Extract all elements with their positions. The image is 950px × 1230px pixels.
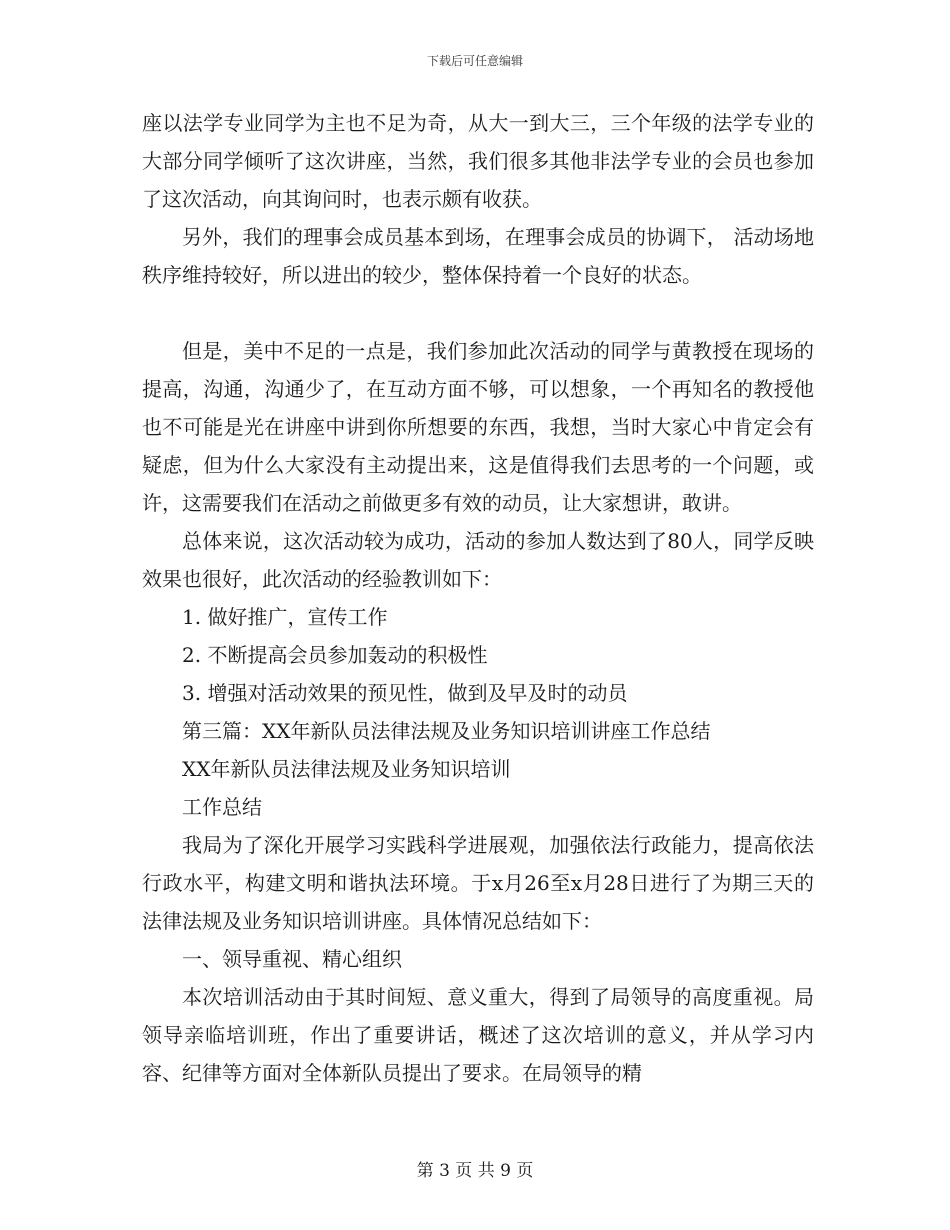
paragraph-training: 本次培训活动由于其时间短、意义重大，得到了局领导的高度重视。局领导亲临培训班，作出了重要讲话，概述了这次培训的意义，并从学习内容、纪律等方面对全体新队员提出了要求。在局领导的精 (142, 985, 814, 1085)
list-item-3: 3. 增强对活动效果的预见性，做到及早及时的动员 (182, 681, 628, 705)
paragraph-intro: 我局为了深化开展学习实践科学进展观，加强依法行政能力，提高依法行政水平，构建文明和谐执法环境。于x月26至x月28日进行了为期三天的法律法规及业务知识培训讲座。具体情况总结如下： (142, 833, 814, 933)
list-item-2: 2. 不断提高会员参加轰动的积极性 (182, 643, 488, 667)
document-body (142, 104, 814, 1092)
paragraph-council: 另外，我们的理事会成员基本到场，在理事会成员的协调下， 活动场地秩序维持较好，所以进出的较少，整体保持着一个良好的状态。 (142, 225, 814, 287)
subtitle-line-2: 工作总结 (182, 795, 262, 819)
page-footer: 第 3 页 共 9 页 (416, 1161, 534, 1181)
section-title: 第三篇：XX年新队员法律法规及业务知识培训讲座工作总结 (182, 719, 711, 743)
list-item-1: 1. 做好推广，宣传工作 (182, 605, 388, 629)
paragraph-continued: 座以法学专业同学为主也不足为奇，从大一到大三，三个年级的法学专业的大部分同学倾听了这次讲座，当然，我们很多其他非法学专业的会员也参加了这次活动，向其询问时，也表示颇有收获。 (142, 111, 814, 211)
heading-leadership: 一、领导重视、精心组织 (182, 947, 402, 971)
blank-line (142, 294, 814, 332)
paragraph-shortcoming: 但是，美中不足的一点是，我们参加此次活动的同学与黄教授在现场的提高，沟通，沟通少了，在互动方面不够，可以想象，一个再知名的教授他也不可能是光在讲座中讲到你所想要的东西，我想，当时大家心中肯定会有疑虑，但为什么大家没有主动提出来，这是值得我们去思考的一个问题，或许，这需要我们在活动之前做更多有效的动员，让大家想讲，敢讲。 (142, 339, 814, 515)
subtitle-line-1: XX年新队员法律法规及业务知识培训 (182, 757, 511, 781)
paragraph-summary: 总体来说，这次活动较为成功，活动的参加人数达到了80人，同学反映效果也很好，此次活动的经验教训如下： (142, 529, 814, 591)
page-header: 下载后可任意编辑 (426, 54, 523, 68)
